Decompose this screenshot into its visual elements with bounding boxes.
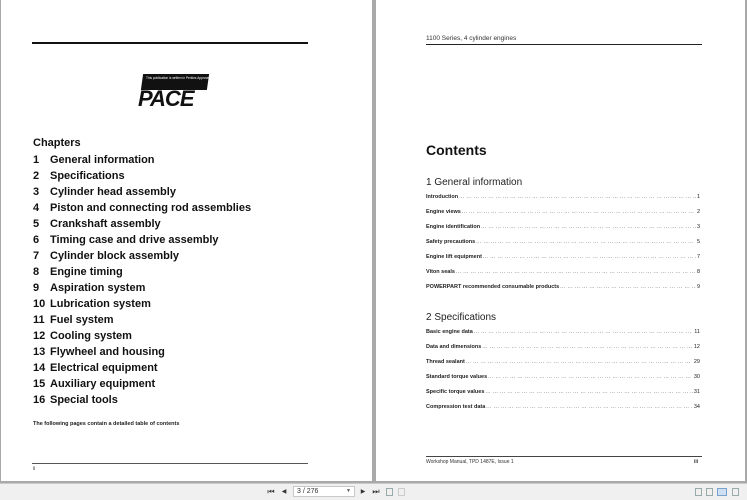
toc-note: The following pages contain a detailed table of contents (33, 421, 180, 427)
two-page-continuous-icon[interactable] (732, 488, 739, 496)
last-page-button[interactable]: ⏭ (372, 487, 380, 496)
toc-entry[interactable]: Data and dimensions ... . 12 (426, 344, 700, 359)
running-header: 1100 Series, 4 cylinder engines (426, 35, 517, 42)
chapter-item[interactable]: 15 Auxiliary equipment (33, 378, 156, 390)
chapter-item[interactable]: 8 Engine timing (33, 266, 123, 278)
toc-entry[interactable]: Compression test data ... . 34 (426, 404, 700, 419)
logo-word: PACE (138, 86, 194, 111)
page-number-right: iii (694, 459, 699, 465)
two-page-icon[interactable] (717, 488, 727, 496)
copy-page-icon[interactable] (386, 488, 393, 496)
chapter-item[interactable]: 1 General information (33, 154, 155, 166)
page-number-input[interactable]: 3 / 276 ▼ (293, 486, 355, 497)
toc-entry[interactable]: Standard torque values ... . 30 (426, 374, 700, 389)
chapter-item[interactable]: 14 Electrical equipment (33, 362, 158, 374)
fit-page-icon[interactable] (398, 488, 405, 496)
chapter-item[interactable]: 12 Cooling system (33, 330, 132, 342)
chapter-item[interactable]: 10 Lubrication system (33, 298, 151, 310)
chapter-item[interactable]: 3 Cylinder head assembly (33, 186, 176, 198)
first-page-button[interactable]: ⏮ (267, 487, 275, 496)
chapter-item[interactable]: 7 Cylinder block assembly (33, 250, 179, 262)
page-number-left: ii (33, 466, 36, 472)
prev-page-button[interactable]: ◀ (281, 489, 287, 495)
running-footer: Workshop Manual, TPD 1487E, Issue 1 (426, 459, 514, 465)
toc-entry[interactable]: Engine lift equipment ... . 7 (426, 254, 700, 269)
single-page-icon[interactable] (695, 488, 702, 496)
header-rule (426, 44, 702, 45)
chapters-heading: Chapters (33, 137, 81, 149)
next-page-button[interactable]: ▶ (360, 489, 366, 495)
chapter-item[interactable]: 13 Flywheel and housing (33, 346, 165, 358)
toc-entry[interactable]: Basic engine data ... . 11 (426, 329, 700, 344)
chapter-list (33, 153, 251, 409)
chapter-item[interactable]: 6 Timing case and drive assembly (33, 234, 219, 246)
toc-section-general (426, 177, 700, 299)
section-title: 2 Specifications (426, 312, 497, 323)
chevron-down-icon[interactable]: ▼ (346, 488, 351, 494)
toc-entry[interactable]: POWERPART recommended consumable products ... . 9 (426, 284, 700, 299)
top-rule (32, 42, 308, 44)
toc-entry[interactable]: Introduction ... . 1 (426, 194, 700, 209)
section-title: 1 General information (426, 177, 523, 188)
chapter-item[interactable]: 11 Fuel system (33, 314, 114, 326)
bottom-rule (32, 463, 308, 464)
contents-title: Contents (426, 142, 487, 158)
toc-entry[interactable]: Thread sealant ... . 29 (426, 359, 700, 374)
toc-entry[interactable]: Safety precautions ... . 5 (426, 239, 700, 254)
continuous-page-icon[interactable] (706, 488, 713, 496)
toc-section-specifications (426, 312, 700, 419)
chapter-item[interactable]: 9 Aspiration system (33, 282, 146, 294)
toc-entry[interactable]: Engine views ... . 2 (426, 209, 700, 224)
chapter-item[interactable]: 5 Crankshaft assembly (33, 218, 161, 230)
pace-logo (138, 74, 231, 112)
footer-rule (426, 456, 702, 457)
chapter-item[interactable]: 2 Specifications (33, 170, 125, 182)
viewer-toolbar (0, 483, 747, 500)
toc-entry[interactable]: Engine identification ... . 3 (426, 224, 700, 239)
toc-entry[interactable]: Viton seals ... . 8 (426, 269, 700, 284)
chapter-item[interactable]: 4 Piston and connecting rod assemblies (33, 202, 252, 214)
toc-entry[interactable]: Specific torque values ... . 31 (426, 389, 700, 404)
logo-tagline: This publication is written in Perkins Approved Clear English (146, 76, 231, 80)
chapter-item[interactable]: 16 Special tools (33, 394, 118, 406)
